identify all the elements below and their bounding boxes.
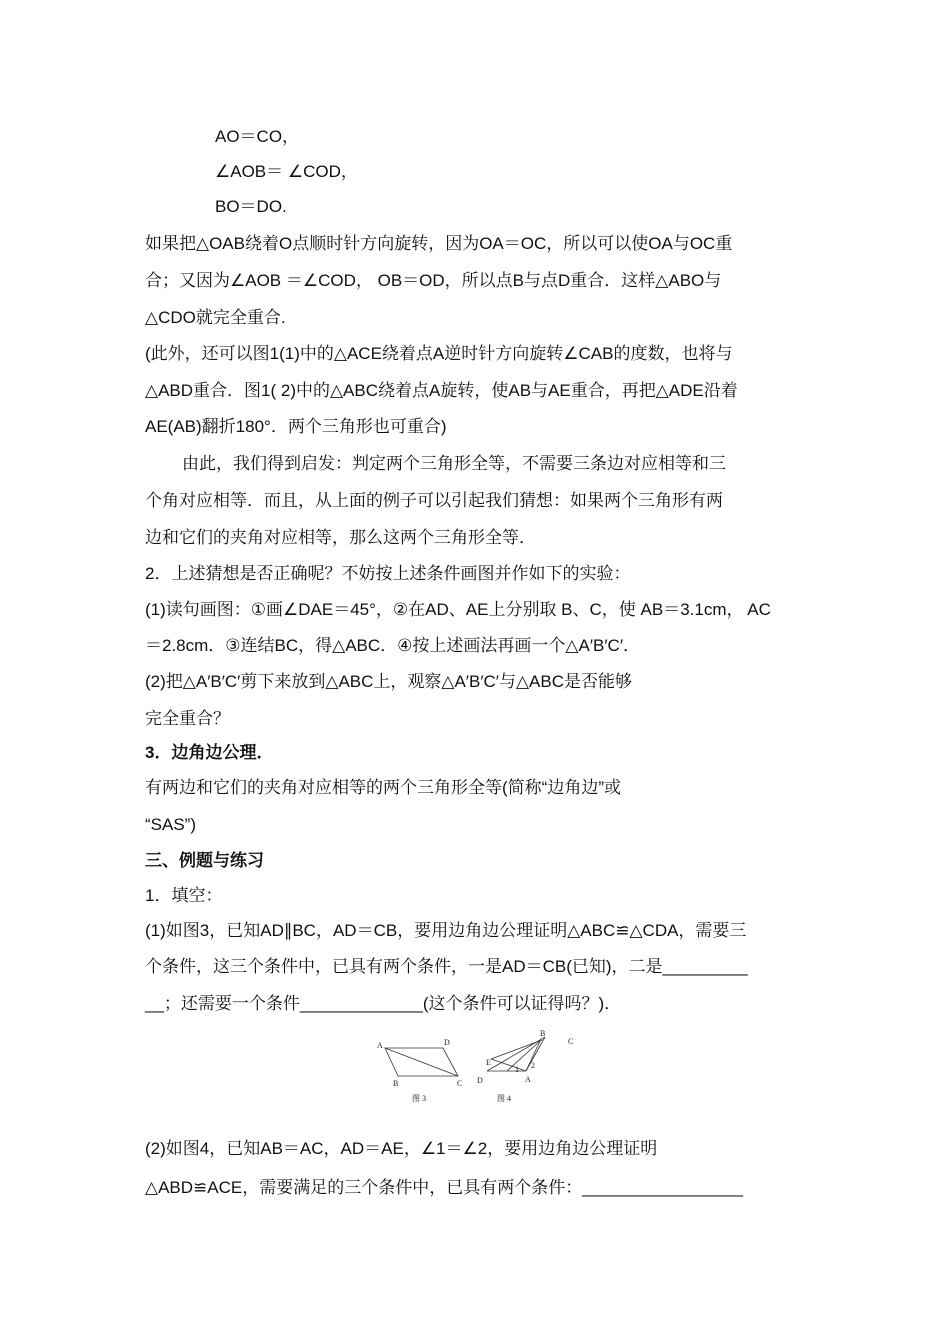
text-line: (1)读句画图：①画∠DAE＝45°，②在AD、AE上分别取 B、C，使 AB＝3.1cm， AC — [145, 600, 771, 619]
text-line: 如果把△OAB绕着O点顺时针方向旋转，因为OA＝OC，所以可以使OA与OC重 — [145, 234, 733, 253]
text-line: 完全重合？ — [145, 709, 230, 728]
text-line: △ABD≌ACE，需要满足的三个条件中，已具有两个条件：_________________ — [145, 1178, 743, 1197]
text-line: 个条件，这三个条件中，已具有两个条件，一是AD＝CB(已知)，二是_________ — [145, 957, 748, 976]
text-line: (2)如图4，已知AB＝AC，AD＝AE，∠1＝∠2，要用边角边公理证明 — [145, 1139, 658, 1158]
figure-3-label-c: C — [457, 1079, 463, 1088]
figure-4-label-a: A — [525, 1075, 531, 1084]
text-line: 由此，我们得到启发：判定两个三角形全等，不需要三条边对应相等和三 — [182, 454, 726, 473]
figures-svg — [370, 1028, 590, 1110]
text-line: (1)如图3，已知AD∥BC，AD＝CB，要用边角边公理证明△ABC≌△CDA，需要三 — [145, 921, 747, 940]
figure-4-label-c: C — [568, 1037, 574, 1046]
text-line: AO＝CO， — [215, 127, 300, 146]
figure-4-label-d: D — [477, 1076, 483, 1085]
section-heading: 3．边角边公理． — [145, 743, 274, 762]
text-line: “SAS”) — [145, 815, 196, 834]
text-line: 边和它们的夹角对应相等，那么这两个三角形全等． — [145, 528, 536, 547]
figure-3-label-d: D — [444, 1038, 450, 1047]
text-line: △CDO就完全重合. — [145, 308, 286, 327]
text-line: 个角对应相等．而且，从上面的例子可以引起我们猜想：如果两个三角形有两 — [145, 491, 723, 510]
text-line: BO＝DO. — [215, 197, 287, 216]
section-heading: 三、例题与练习 — [145, 851, 264, 870]
text-line: (2)把△A′B′C′剪下来放到△ABC上，观察△A′B′C′与△ABC是否能够 — [145, 672, 633, 691]
figure-3-label-b: B — [393, 1079, 399, 1088]
figure-3-label-a: A — [377, 1041, 383, 1050]
text-line: ∠AOB＝ ∠COD， — [215, 162, 358, 181]
text-line: ＝2.8cm．③连结BC，得△ABC．④按上述画法再画一个△A′B′C′． — [145, 636, 641, 655]
text-line: 2．上述猜想是否正确呢？不妨按上述条件画图并作如下的实验： — [145, 564, 631, 583]
text-line: 1．填空： — [145, 886, 223, 905]
text-line: △ABD重合．图1( 2)中的△ABC绕着点A旋转，使AB与AE重合，再把△ADE沿着 — [145, 381, 738, 400]
figure-4-angle-2: 2 — [531, 1061, 535, 1070]
figure-4-angle-1: 1 — [515, 1065, 519, 1074]
text-line: 有两边和它们的夹角对应相等的两个三角形全等(简称“边角边”或 — [145, 778, 621, 797]
text-line: __；还需要一个条件_____________(这个条件可以证得吗？)． — [145, 994, 622, 1013]
text-line: AE(AB)翻折180°．两个三角形也可重合) — [145, 417, 447, 436]
figure-4-label-b: B — [540, 1029, 546, 1038]
figure-4-label-e: E — [486, 1058, 491, 1067]
figure-3-caption: 图 3 — [412, 1094, 426, 1103]
geometry-figures — [370, 1028, 590, 1110]
figure-3 — [385, 1048, 458, 1076]
text-line: (此外，还可以图1(1)中的△ACE绕着点A逆时针方向旋转∠CAB的度数，也将与 — [145, 344, 733, 363]
text-line: 合；又因为∠AOB ＝∠COD， OB＝OD，所以点B与点D重合．这样△ABO与 — [145, 271, 722, 290]
figure-4-caption: 图 4 — [497, 1094, 511, 1103]
